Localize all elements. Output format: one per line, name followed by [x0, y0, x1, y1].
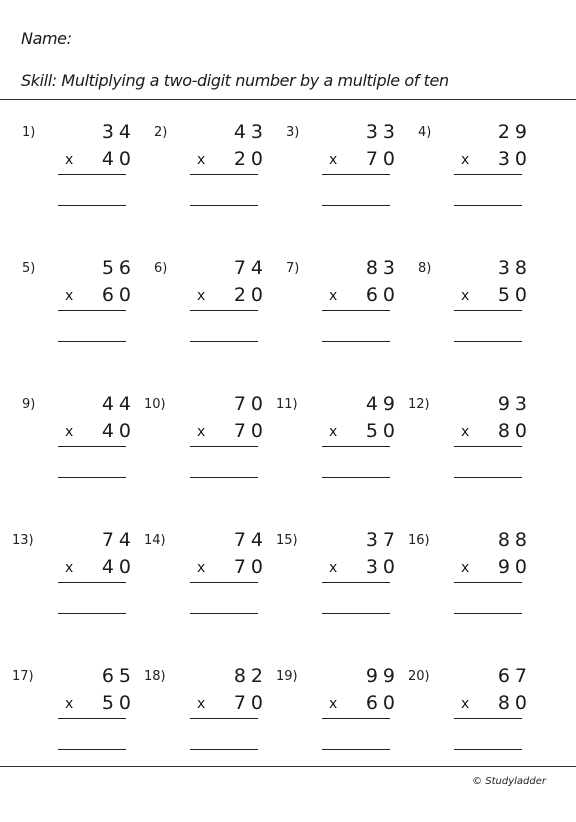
problem-20	[406, 665, 538, 775]
answer-line[interactable]	[322, 749, 390, 750]
problem-number: 7)	[286, 261, 300, 276]
answer-line[interactable]	[190, 749, 258, 750]
operand-underline	[454, 446, 522, 447]
multiplicand: 29	[497, 121, 532, 143]
operand-underline	[454, 718, 522, 719]
answer-line[interactable]	[454, 613, 522, 614]
multiplier: 70	[233, 556, 268, 578]
multiplier: 20	[233, 148, 268, 170]
multiply-sign: x	[197, 152, 206, 168]
operand-underline	[190, 310, 258, 311]
multiplier: 80	[497, 692, 532, 714]
multiplicand: 37	[365, 529, 400, 551]
problem-9	[10, 393, 142, 503]
answer-line[interactable]	[190, 477, 258, 478]
problem-14	[142, 529, 274, 639]
multiplier: 20	[233, 284, 268, 306]
problem-4	[406, 121, 538, 231]
problem-number: 14)	[144, 533, 166, 548]
multiplier: 50	[101, 692, 136, 714]
multiply-sign: x	[197, 424, 206, 440]
answer-line[interactable]	[58, 205, 126, 206]
multiplier: 80	[497, 420, 532, 442]
operand-underline	[454, 310, 522, 311]
multiplier: 40	[101, 420, 136, 442]
problem-number: 16)	[408, 533, 430, 548]
operand-underline	[322, 582, 390, 583]
answer-line[interactable]	[322, 613, 390, 614]
problem-number: 6)	[154, 261, 168, 276]
multiply-sign: x	[461, 424, 470, 440]
multiplicand: 34	[101, 121, 136, 143]
problem-number: 18)	[144, 669, 166, 684]
answer-line[interactable]	[190, 205, 258, 206]
problem-number: 4)	[418, 125, 432, 140]
problem-number: 2)	[154, 125, 168, 140]
problem-11	[274, 393, 406, 503]
multiply-sign: x	[461, 288, 470, 304]
multiplicand: 43	[233, 121, 268, 143]
multiplier: 40	[101, 556, 136, 578]
problem-13	[10, 529, 142, 639]
multiplicand: 33	[365, 121, 400, 143]
problem-7	[274, 257, 406, 367]
multiplier: 50	[497, 284, 532, 306]
multiplicand: 65	[101, 665, 136, 687]
multiply-sign: x	[461, 560, 470, 576]
answer-line[interactable]	[322, 205, 390, 206]
answer-line[interactable]	[58, 341, 126, 342]
operand-underline	[190, 174, 258, 175]
operand-underline	[454, 582, 522, 583]
problem-number: 17)	[12, 669, 34, 684]
multiply-sign: x	[329, 696, 338, 712]
multiplier: 50	[365, 420, 400, 442]
operand-underline	[190, 718, 258, 719]
multiply-sign: x	[65, 696, 74, 712]
problem-1	[10, 121, 142, 231]
multiplier: 70	[233, 420, 268, 442]
multiply-sign: x	[65, 152, 74, 168]
multiplicand: 44	[101, 393, 136, 415]
problem-number: 13)	[12, 533, 34, 548]
problem-number: 15)	[276, 533, 298, 548]
answer-line[interactable]	[454, 341, 522, 342]
multiplicand: 74	[233, 257, 268, 279]
operand-underline	[190, 582, 258, 583]
problem-19	[274, 665, 406, 775]
problem-number: 1)	[22, 125, 36, 140]
multiply-sign: x	[329, 152, 338, 168]
problem-2	[142, 121, 274, 231]
problem-3	[274, 121, 406, 231]
multiplicand: 83	[365, 257, 400, 279]
multiply-sign: x	[65, 288, 74, 304]
multiply-sign: x	[329, 424, 338, 440]
problem-number: 19)	[276, 669, 298, 684]
problem-18	[142, 665, 274, 775]
multiplier: 30	[497, 148, 532, 170]
skill-title: Skill: Multiplying a two-digit number by a multiple of ten	[21, 71, 449, 90]
problem-5	[10, 257, 142, 367]
operand-underline	[58, 718, 126, 719]
multiplier: 60	[101, 284, 136, 306]
answer-line[interactable]	[454, 205, 522, 206]
operand-underline	[322, 310, 390, 311]
multiplier: 40	[101, 148, 136, 170]
multiply-sign: x	[65, 424, 74, 440]
problem-number: 12)	[408, 397, 430, 412]
copyright-credit: © Studyladder	[472, 776, 546, 787]
multiplicand: 56	[101, 257, 136, 279]
problem-15	[274, 529, 406, 639]
operand-underline	[58, 310, 126, 311]
multiplicand: 88	[497, 529, 532, 551]
multiply-sign: x	[461, 152, 470, 168]
multiplicand: 38	[497, 257, 532, 279]
answer-line[interactable]	[58, 613, 126, 614]
operand-underline	[454, 174, 522, 175]
operand-underline	[190, 446, 258, 447]
multiply-sign: x	[329, 288, 338, 304]
multiplier: 90	[497, 556, 532, 578]
multiply-sign: x	[197, 696, 206, 712]
problem-10	[142, 393, 274, 503]
problem-16	[406, 529, 538, 639]
multiplier: 70	[233, 692, 268, 714]
problem-number: 8)	[418, 261, 432, 276]
answer-line[interactable]	[58, 477, 126, 478]
answer-line[interactable]	[322, 477, 390, 478]
multiplier: 60	[365, 284, 400, 306]
multiply-sign: x	[461, 696, 470, 712]
problem-12	[406, 393, 538, 503]
answer-line[interactable]	[322, 341, 390, 342]
problem-17	[10, 665, 142, 775]
multiply-sign: x	[197, 560, 206, 576]
answer-line[interactable]	[190, 341, 258, 342]
answer-line[interactable]	[454, 477, 522, 478]
operand-underline	[58, 174, 126, 175]
problem-8	[406, 257, 538, 367]
multiply-sign: x	[65, 560, 74, 576]
multiplicand: 49	[365, 393, 400, 415]
multiplier: 30	[365, 556, 400, 578]
name-label: Name:	[21, 29, 72, 48]
problem-number: 11)	[276, 397, 298, 412]
problem-number: 3)	[286, 125, 300, 140]
problem-number: 10)	[144, 397, 166, 412]
answer-line[interactable]	[454, 749, 522, 750]
multiplicand: 82	[233, 665, 268, 687]
answer-line[interactable]	[58, 749, 126, 750]
operand-underline	[322, 718, 390, 719]
multiply-sign: x	[197, 288, 206, 304]
multiplicand: 99	[365, 665, 400, 687]
operand-underline	[58, 446, 126, 447]
operand-underline	[322, 174, 390, 175]
answer-line[interactable]	[190, 613, 258, 614]
problem-number: 5)	[22, 261, 36, 276]
multiplier: 70	[365, 148, 400, 170]
multiplicand: 74	[101, 529, 136, 551]
problem-number: 9)	[22, 397, 36, 412]
multiply-sign: x	[329, 560, 338, 576]
multiplicand: 93	[497, 393, 532, 415]
multiplier: 60	[365, 692, 400, 714]
multiplicand: 70	[233, 393, 268, 415]
problem-number: 20)	[408, 669, 430, 684]
operand-underline	[322, 446, 390, 447]
problem-6	[142, 257, 274, 367]
footer-divider	[0, 766, 576, 767]
multiplicand: 67	[497, 665, 532, 687]
multiplicand: 74	[233, 529, 268, 551]
operand-underline	[58, 582, 126, 583]
